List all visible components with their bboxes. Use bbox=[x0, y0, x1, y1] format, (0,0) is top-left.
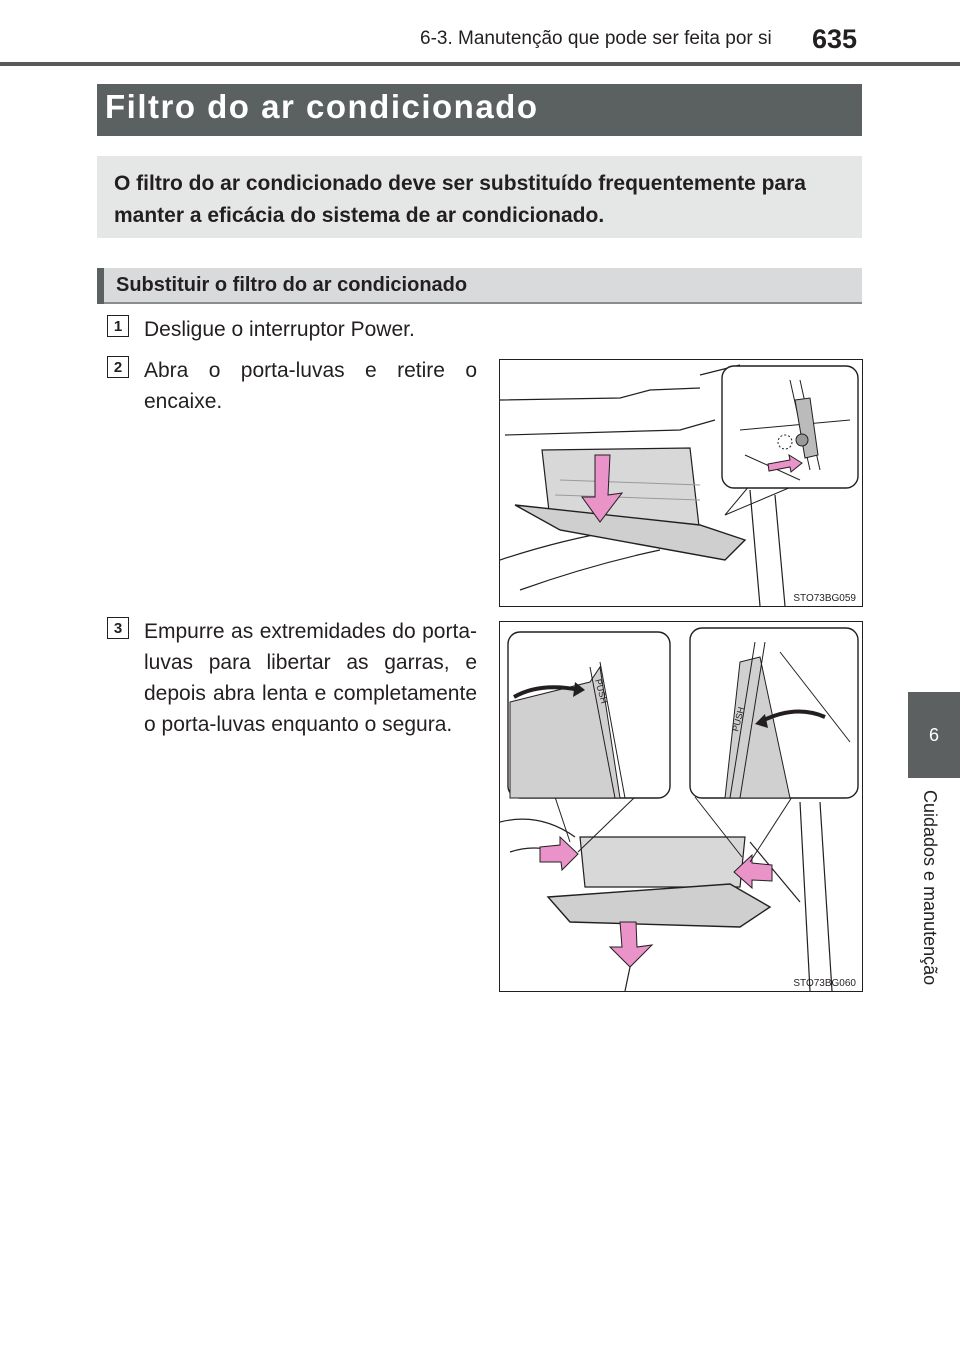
detail-callout bbox=[722, 366, 858, 488]
push-label-left: PUSH bbox=[593, 677, 610, 705]
section-title: Filtro do ar condicionado bbox=[105, 88, 539, 125]
subsection-bar bbox=[97, 268, 862, 304]
intro-text: O filtro do ar condicionado deve ser substituído frequentemente para manter a eficácia do sistema de ar condicionado. bbox=[114, 172, 806, 227]
page-number: 635 bbox=[812, 24, 858, 54]
step-text-3: Empurre as extremidades do porta-luvas para libertar as garras, e depois abra lenta e completamente o porta-luvas enquanto o segura. bbox=[144, 620, 477, 736]
chapter-title: Cuidados e manutenção bbox=[920, 790, 940, 986]
header-rule bbox=[0, 62, 960, 66]
intro-box bbox=[97, 156, 862, 238]
open-down-arrow-icon bbox=[610, 922, 652, 967]
step-number-2: 2 bbox=[107, 356, 129, 378]
step-number-3: 3 bbox=[107, 617, 129, 639]
figure-glove-box-push bbox=[499, 621, 863, 992]
glove-box-open-illustration bbox=[500, 360, 862, 606]
push-label-right: PUSH bbox=[730, 705, 747, 733]
subsection-accent bbox=[97, 268, 104, 304]
chapter-tab: 6 bbox=[908, 692, 960, 778]
step-text-2: Abra o porta-luvas e retire o encaixe. bbox=[144, 359, 477, 413]
figure-code-1: STO73BG059 bbox=[793, 593, 856, 604]
step-text-1: Desligue o interruptor Power. bbox=[144, 318, 415, 341]
step-number-1: 1 bbox=[107, 315, 129, 337]
figure-code-2: STO73BG060 bbox=[793, 978, 856, 989]
figure-glove-box-open bbox=[499, 359, 863, 607]
subsection-title: Substituir o filtro do ar condicionado bbox=[116, 274, 468, 296]
chapter-side-label bbox=[880, 790, 960, 1020]
glove-box-push-illustration bbox=[500, 622, 862, 991]
running-header-section: 6-3. Manutenção que pode ser feita por si bbox=[420, 28, 772, 49]
section-title-bar bbox=[97, 84, 862, 136]
push-left-arrow-icon bbox=[540, 837, 578, 870]
